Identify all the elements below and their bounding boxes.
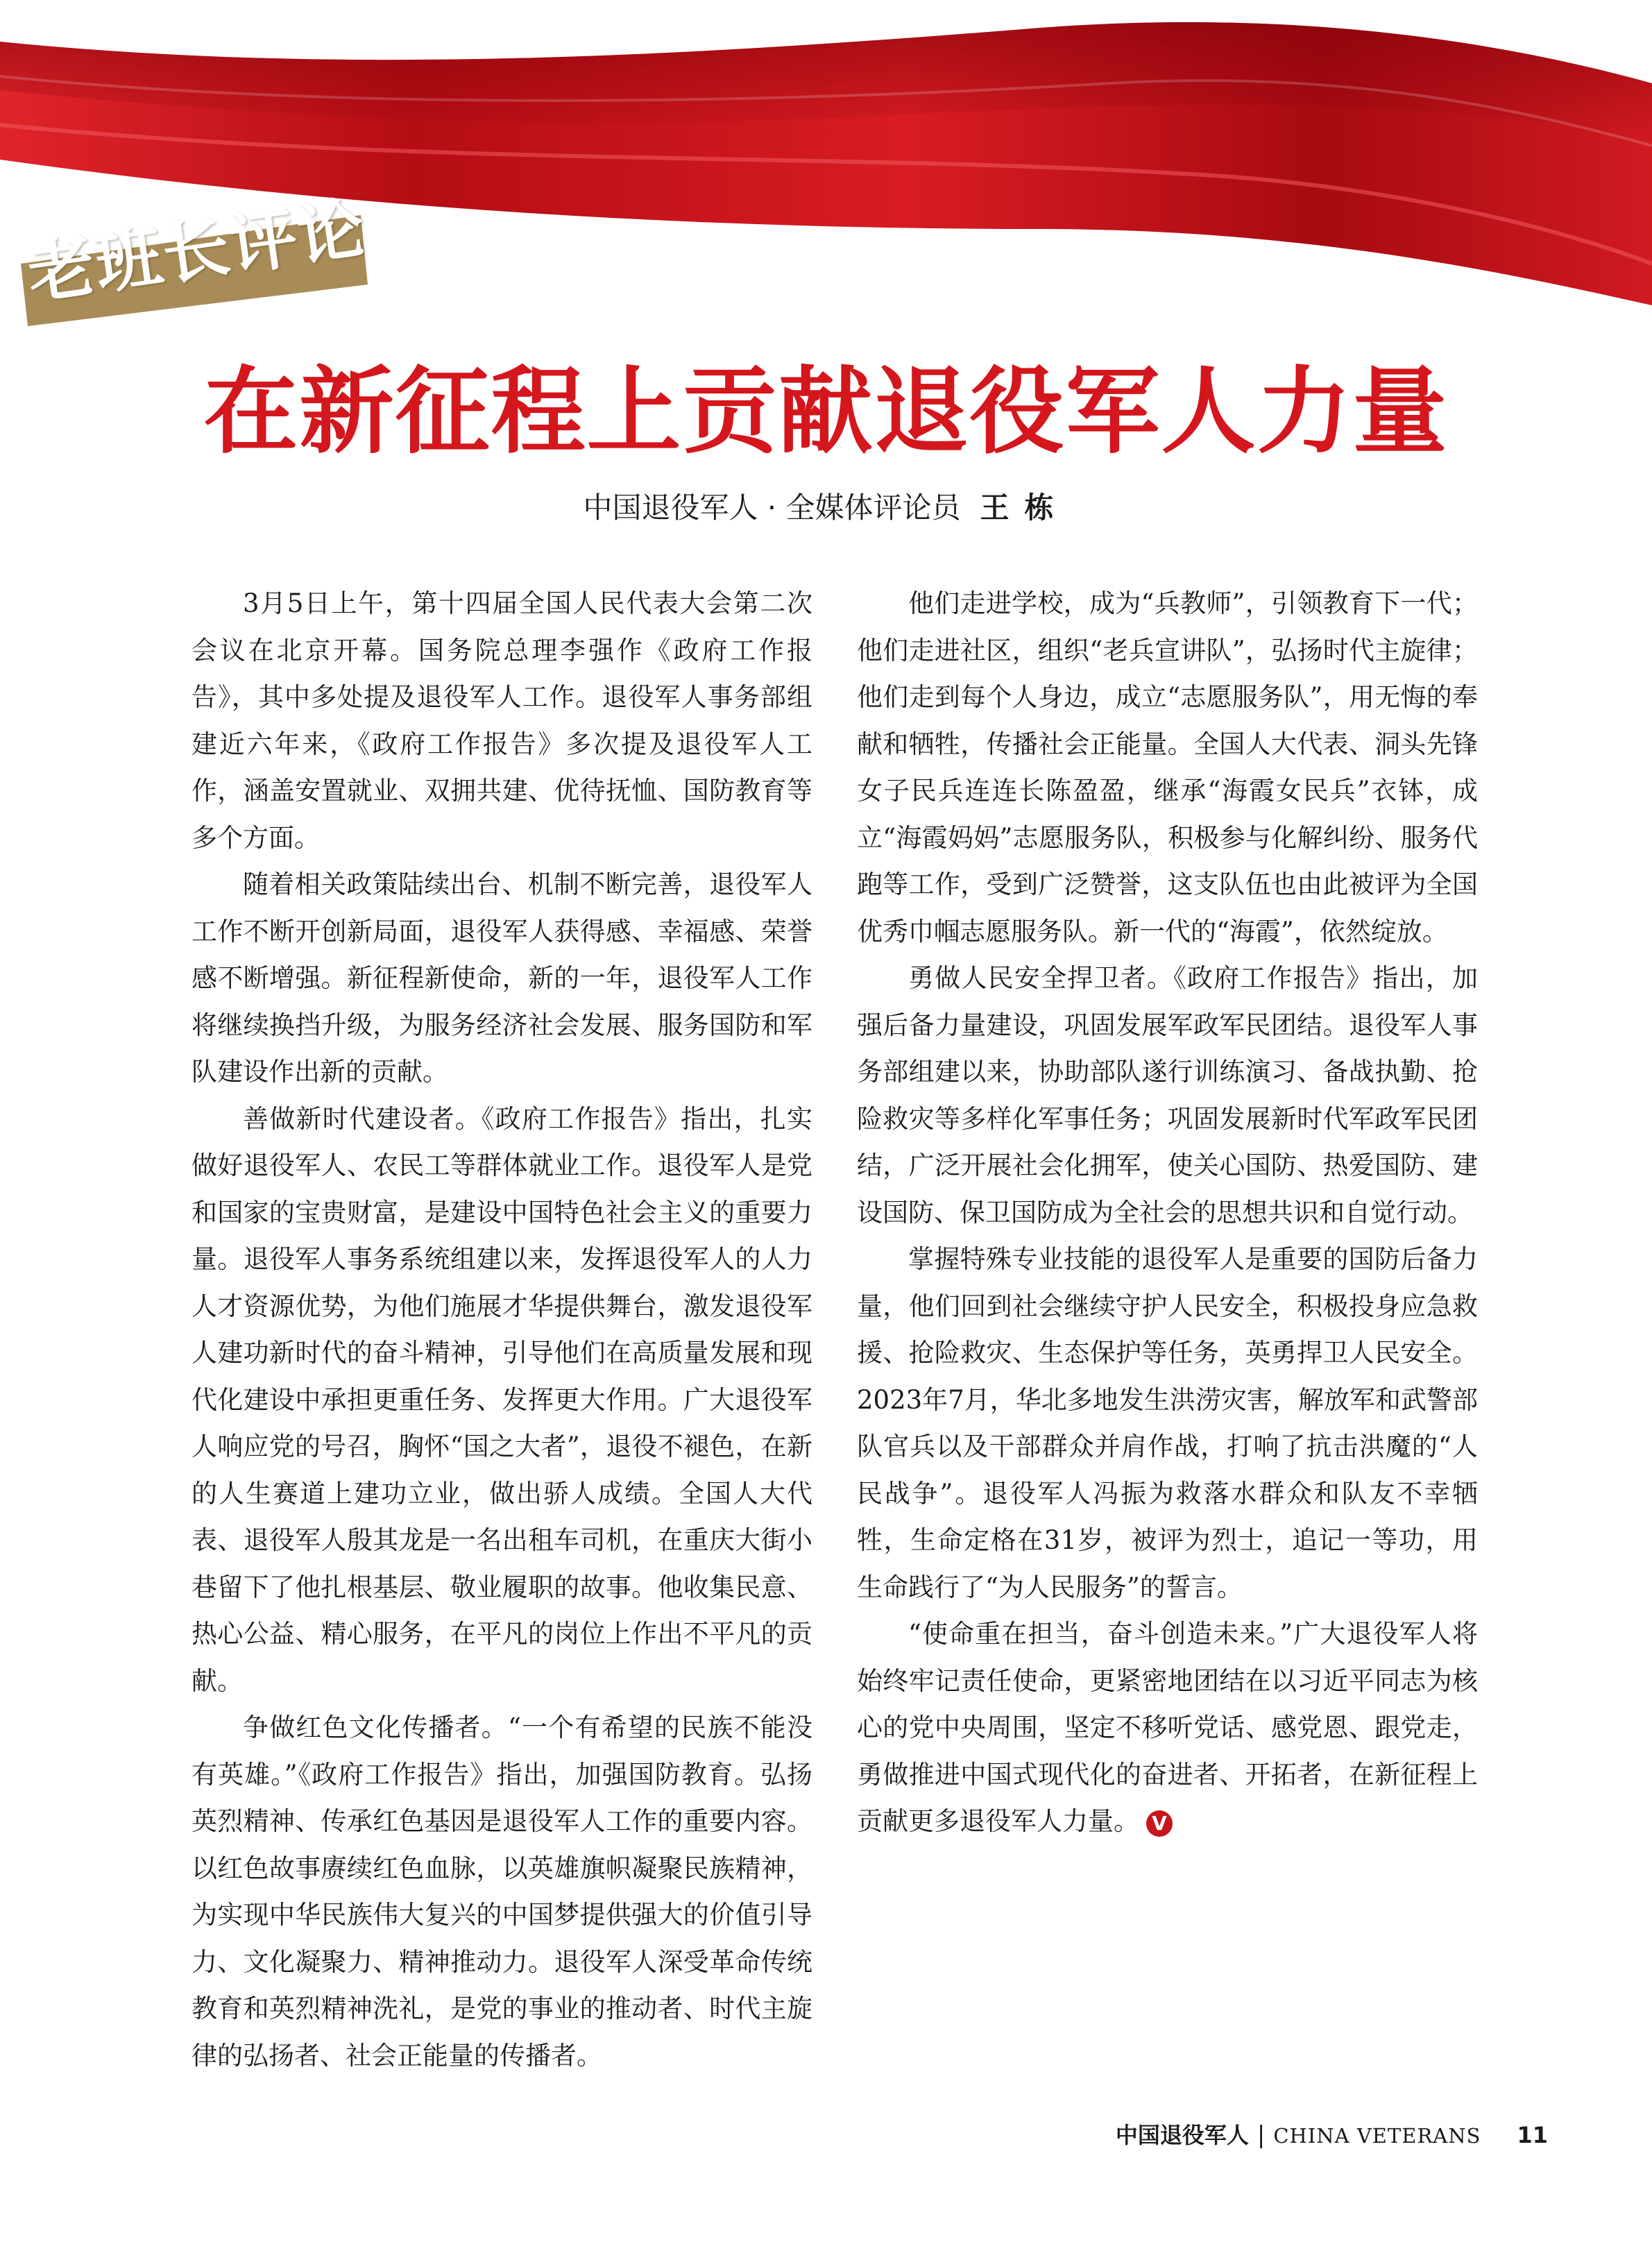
column-name: 老班长评论: [23, 188, 371, 314]
last-paragraph-text: “使命重在担当，奋斗创造未来。”广大退役军人将始终牢记责任使命，更紧密地团结在以习近平同志为核心的党中央周围，坚定不移听党话、感党恩、跟党走，勇做推进中国式现代化的奋进者、开拓者，在新征程上贡献更多退役军人力量。: [857, 1619, 1478, 1836]
end-mark-icon: V: [1146, 1810, 1173, 1837]
footer-magazine-english: CHINA VETERANS: [1273, 2124, 1481, 2148]
byline-source: 中国退役军人 · 全媒体评论员: [583, 491, 961, 525]
body-paragraph: 3月5日上午，第十四届全国人民代表大会第二次会议在北京开幕。国务院总理李强作《政府工作报告》，其中多处提及退役军人工作。退役军人事务部组建近六年来，《政府工作报告》多次提及退役军人工作，涵盖安置就业、双拥共建、优待抚恤、国防教育等多个方面。: [191, 588, 812, 853]
body-paragraph-last: [857, 1611, 1478, 1845]
footer-separator: |: [1257, 2121, 1266, 2149]
body-paragraph: 他们走进学校，成为“兵教师”，引领教育下一代；他们走进社区，组织“老兵宣讲队”，弘扬时代主旋律；他们走到每个人身边，成立“志愿服务队”，用无悔的奉献和牺牲，传播社会正能量。全国人大代表、洞头先锋女子民兵连连长陈盈盈，继承“海霞女民兵”衣钵，成立“海霞妈妈”志愿服务队，积极参与化解纠纷、服务代跑等工作，受到广泛赞誉，这支队伍也由此被评为全国优秀巾帼志愿服务队。新一代的“海霞”，依然绽放。: [857, 588, 1478, 946]
article-title: 在新征程上贡献退役军人力量: [203, 356, 1449, 467]
article-body: [191, 580, 1478, 2100]
page-footer: [1116, 2118, 1548, 2157]
footer-magazine-name: 中国退役军人: [1115, 2122, 1249, 2148]
page-number: 11: [1517, 2122, 1548, 2148]
byline-author: 王栋: [980, 491, 1069, 525]
body-paragraph: 随着相关政策陆续出台、机制不断完善，退役军人工作不断开创新局面，退役军人获得感、幸福感、荣誉感不断增强。新征程新使命，新的一年，退役军人工作将继续换挡升级，为服务经济社会发展、服务国防和军队建设作出新的贡献。: [191, 869, 812, 1087]
byline: [0, 486, 1652, 530]
body-paragraph: 勇做人民安全捍卫者。《政府工作报告》指出，加强后备力量建设，巩固发展军政军民团结。退役军人事务部组建以来，协助部队遂行训练演习、备战执勤、抢险救灾等多样化军事任务；巩固发展新时代军政军民团结，广泛开展社会化拥军，使关心国防、热爱国防、建设国防、保卫国防成为全社会的思想共识和自觉行动。: [857, 963, 1478, 1228]
body-paragraph: 争做红色文化传播者。“一个有希望的民族不能没有英雄。”《政府工作报告》指出，加强国防教育。弘扬英烈精神、传承红色基因是退役军人工作的重要内容。以红色故事赓续红色血脉，以英雄旗帜凝聚民族精神，为实现中华民族伟大复兴的中国梦提供强大的价值引导力、文化凝聚力、精神推动力。退役军人深受革命传统教育和英烈精神洗礼，是党的事业的推动者、时代主旋律的弘扬者、社会正能量的传播者。: [191, 1713, 812, 2071]
body-paragraph: 掌握特殊专业技能的退役军人是重要的国防后备力量，他们回到社会继续守护人民安全，积极投身应急救援、抢险救灾、生态保护等任务，英勇捍卫人民安全。2023年7月，华北多地发生洪涝灾害，解放军和武警部队官兵以及干部群众并肩作战，打响了抗击洪魔的“人民战争”。退役军人冯振为救落水群众和队友不幸牺牲，生命定格在31岁，被评为烈士，追记一等功，用生命践行了“为人民服务”的誓言。: [857, 1244, 1478, 1602]
body-paragraph: 善做新时代建设者。《政府工作报告》指出，扎实做好退役军人、农民工等群体就业工作。退役军人是党和国家的宝贵财富，是建设中国特色社会主义的重要力量。退役军人事务系统组建以来，发挥退役军人的人力人才资源优势，为他们施展才华提供舞台，激发退役军人建功新时代的奋斗精神，引导他们在高质量发展和现代化建设中承担更重任务、发挥更大作用。广大退役军人响应党的号召，胸怀“国之大者”，退役不褪色，在新的人生赛道上建功立业，做出骄人成绩。全国人大代表、退役军人殷其龙是一名出租车司机，在重庆大街小巷留下了他扎根基层、敬业履职的故事。他收集民意、热心公益、精心服务，在平凡的岗位上作出不平凡的贡献。: [191, 1103, 812, 1696]
